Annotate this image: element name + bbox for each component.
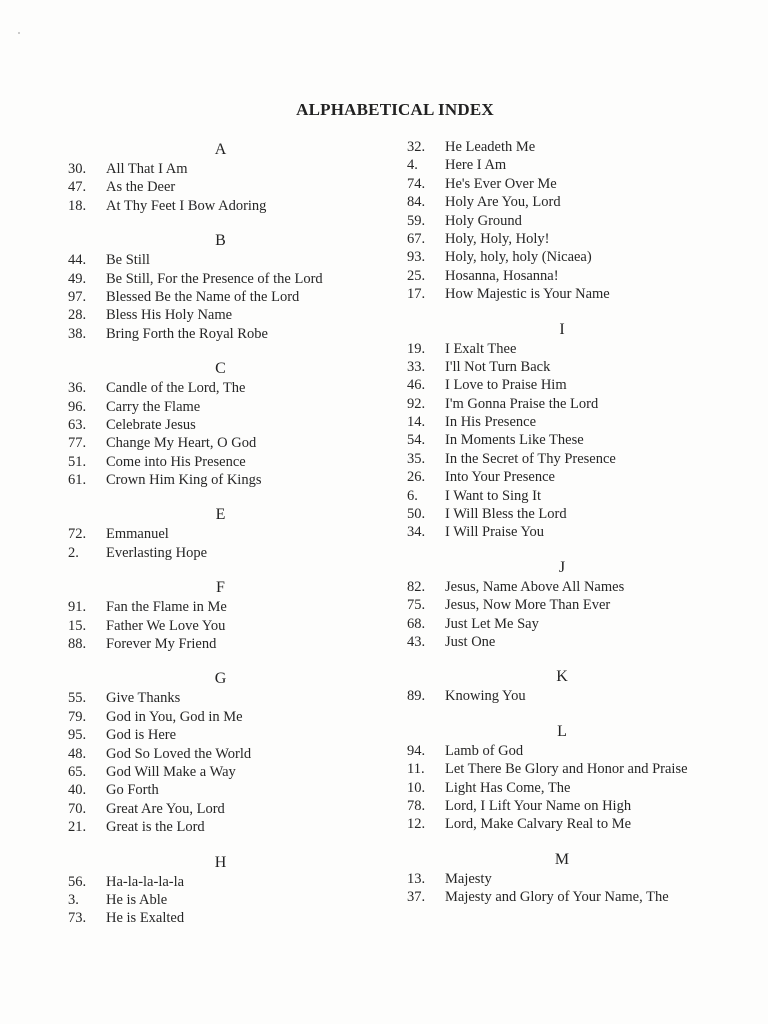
index-entry <box>407 815 737 833</box>
hymn-number: 37. <box>407 889 426 906</box>
index-entry <box>68 288 388 306</box>
index-entry <box>68 416 388 434</box>
index-entry <box>68 453 388 471</box>
hymn-number: 10. <box>407 779 426 796</box>
index-entry <box>407 450 737 468</box>
hymn-number: 4. <box>407 157 418 174</box>
hymn-title: Great is the Lord <box>106 819 205 836</box>
hymn-title: God Will Make a Way <box>106 763 236 780</box>
hymn-title: Bring Forth the Royal Robe <box>106 325 268 342</box>
hymn-title: I Love to Praise Him <box>445 377 567 394</box>
hymn-title: Just Let Me Say <box>445 615 539 632</box>
hymn-title: Holy, Holy, Holy! <box>445 230 550 247</box>
hymn-number: 38. <box>68 325 87 342</box>
section-letter-heading: M <box>554 850 570 868</box>
index-entry <box>68 434 388 452</box>
section-letter-heading: E <box>215 506 226 524</box>
index-entry <box>407 487 737 505</box>
hymn-title: Lord, I Lift Your Name on High <box>445 797 632 814</box>
hymn-title: Father We Love You <box>106 617 226 634</box>
index-entry <box>68 726 388 744</box>
index-entry <box>407 742 737 760</box>
index-entry <box>407 431 737 449</box>
index-entry <box>68 689 388 707</box>
section-letter-heading: A <box>214 141 227 158</box>
hymn-title: Come into His Presence <box>106 453 246 470</box>
index-entry <box>68 251 388 269</box>
hymn-number: 17. <box>407 286 426 303</box>
index-entry <box>407 230 737 248</box>
index-entry <box>407 797 737 815</box>
section-letter-heading: C <box>215 360 226 378</box>
hymn-number: 18. <box>68 197 87 214</box>
hymn-title: Just One <box>445 633 496 650</box>
hymn-number: 19. <box>407 340 426 357</box>
index-entry <box>68 873 388 891</box>
hymn-number: 72. <box>68 526 87 543</box>
hymn-number: 47. <box>68 179 87 196</box>
hymn-number: 94. <box>407 742 426 759</box>
hymn-number: 88. <box>68 636 87 653</box>
hymn-title: Forever My Friend <box>106 636 217 653</box>
index-entry <box>68 544 388 562</box>
hymn-number: 67. <box>407 230 426 247</box>
index-entry <box>68 160 388 178</box>
hymn-number: 6. <box>407 487 418 504</box>
index-entry <box>407 468 737 486</box>
hymn-number: 56. <box>68 873 87 890</box>
hymn-number: 96. <box>68 398 87 415</box>
hymn-title: Crown Him King of Kings <box>106 472 262 489</box>
hymn-title: In His Presence <box>445 414 537 431</box>
index-entry <box>407 596 737 614</box>
hymn-title: Celebrate Jesus <box>106 416 196 433</box>
index-entry <box>407 687 737 705</box>
index-entry <box>407 413 737 431</box>
section-letter-heading: J <box>558 558 566 576</box>
hymn-number: 79. <box>68 708 87 725</box>
index-entry <box>407 267 737 285</box>
hymn-title: Lord, Make Calvary Real to Me <box>445 816 632 833</box>
hymn-number: 82. <box>407 578 426 595</box>
hymn-number: 70. <box>68 800 87 817</box>
index-section-l <box>407 720 737 834</box>
hymn-title: Candle of the Lord, The <box>106 380 246 397</box>
hymn-title: Be Still <box>106 252 150 269</box>
index-section-c <box>68 357 388 489</box>
index-entry <box>68 178 388 196</box>
hymn-number: 50. <box>407 506 426 523</box>
hymn-number: 33. <box>407 358 426 375</box>
hymn-title: Jesus, Name Above All Names <box>445 578 625 595</box>
hymn-number: 74. <box>407 175 426 192</box>
hymn-title: Let There Be Glory and Honor and Praise <box>445 761 688 778</box>
index-entry <box>407 156 737 174</box>
hymn-number: 3. <box>68 891 79 908</box>
index-entry <box>68 745 388 763</box>
index-section-a <box>68 138 388 215</box>
index-entry <box>68 763 388 781</box>
hymn-title: Majesty <box>445 870 492 887</box>
index-entry <box>407 870 737 888</box>
hymn-title: Holy, holy, holy (Nicaea) <box>445 249 592 266</box>
index-entry <box>407 376 737 394</box>
hymn-title: He Leadeth Me <box>445 139 536 155</box>
index-entry <box>68 708 388 726</box>
index-section-b <box>68 229 388 343</box>
hymn-title: Jesus, Now More Than Ever <box>445 597 611 614</box>
hymn-number: 30. <box>68 161 87 177</box>
hymn-number: 34. <box>407 524 426 541</box>
index-section-m <box>407 848 737 907</box>
hymn-title: I Want to Sing It <box>445 487 542 504</box>
hymn-title: As the Deer <box>106 179 176 196</box>
section-letter-heading: L <box>557 722 567 740</box>
hymn-number: 49. <box>68 270 87 287</box>
index-section-e <box>68 503 388 562</box>
hymn-number: 54. <box>407 432 426 449</box>
hymn-number: 75. <box>407 597 426 614</box>
index-entry <box>407 578 737 596</box>
hymn-number: 28. <box>68 307 87 324</box>
hymn-number: 36. <box>68 380 87 397</box>
hymn-number: 89. <box>407 688 426 705</box>
hymn-number: 15. <box>68 617 87 634</box>
hymn-number: 68. <box>407 615 426 632</box>
index-entry <box>68 525 388 543</box>
hymn-number: 11. <box>407 761 425 778</box>
hymn-number: 65. <box>68 763 87 780</box>
hymn-title: I Will Bless the Lord <box>445 506 567 523</box>
index-section-j <box>407 556 737 652</box>
hymn-title: He is Able <box>106 891 168 908</box>
hymn-number: 26. <box>407 469 426 486</box>
index-section-h <box>68 851 388 928</box>
index-entry <box>407 358 737 376</box>
hymn-title: God is Here <box>106 727 177 744</box>
index-entry <box>407 193 737 211</box>
hymn-title: Majesty and Glory of Your Name, The <box>445 889 669 906</box>
hymn-number: 51. <box>68 453 87 470</box>
hymn-number: 21. <box>68 819 87 836</box>
index-entry <box>68 197 388 215</box>
hymn-title: Go Forth <box>106 782 159 799</box>
hymn-number: 91. <box>68 599 87 616</box>
index-column-left <box>68 138 388 942</box>
index-entry <box>68 325 388 343</box>
hymn-number: 55. <box>68 690 87 707</box>
index-entry <box>68 635 388 653</box>
hymn-title: God in You, God in Me <box>106 708 243 725</box>
index-entry <box>68 818 388 836</box>
hymn-number: 78. <box>407 797 426 814</box>
index-entry <box>68 270 388 288</box>
hymn-number: 43. <box>407 633 426 650</box>
index-entry <box>407 175 737 193</box>
hymn-title: I'll Not Turn Back <box>445 358 551 375</box>
index-entry <box>407 615 737 633</box>
hymn-number: 14. <box>407 414 426 431</box>
hymn-number: 46. <box>407 377 426 394</box>
hymn-title: God So Loved the World <box>106 745 252 762</box>
index-section-f <box>68 576 388 653</box>
hymn-number: 92. <box>407 395 426 412</box>
hymn-title: Ha-la-la-la-la <box>106 873 185 890</box>
hymn-number: 59. <box>407 212 426 229</box>
index-entry <box>407 285 737 303</box>
hymn-number: 12. <box>407 816 426 833</box>
hymn-number: 44. <box>68 252 87 269</box>
section-letter-heading: I <box>559 320 565 338</box>
index-entry <box>68 598 388 616</box>
hymn-title: Carry the Flame <box>106 398 201 415</box>
hymn-number: 48. <box>68 745 87 762</box>
hymn-number: 93. <box>407 249 426 266</box>
hymn-title: In Moments Like These <box>445 432 584 449</box>
hymn-number: 25. <box>407 267 426 284</box>
index-entry <box>68 617 388 635</box>
hymn-title: Give Thanks <box>106 690 181 707</box>
index-entry <box>407 760 737 778</box>
index-entry <box>407 395 737 413</box>
index-entry <box>68 781 388 799</box>
index-entry <box>68 909 388 927</box>
hymn-number: 35. <box>407 450 426 467</box>
hymn-title: Hosanna, Hosanna! <box>445 267 559 284</box>
index-entry <box>407 138 737 156</box>
hymn-title: Lamb of God <box>445 742 524 759</box>
hymn-title: Great Are You, Lord <box>106 800 225 817</box>
index-entry <box>68 800 388 818</box>
index-entry <box>407 212 737 230</box>
hymn-title: Knowing You <box>445 688 526 705</box>
index-column-right <box>407 138 737 921</box>
hymn-number: 2. <box>68 544 79 561</box>
hymn-title: Light Has Come, The <box>445 779 571 796</box>
index-section-i <box>407 318 737 542</box>
hymn-title: All That I Am <box>106 161 188 177</box>
hymn-number: 40. <box>68 782 87 799</box>
scan-speck <box>18 32 20 34</box>
section-letter-heading: H <box>214 853 227 871</box>
section-letter-heading: F <box>216 579 225 597</box>
index-entry <box>68 891 388 909</box>
index-section-h-continued <box>407 138 737 304</box>
hymn-title: Into Your Presence <box>445 469 555 486</box>
hymn-title: He's Ever Over Me <box>445 175 557 192</box>
index-entry <box>407 888 737 906</box>
hymn-title: How Majestic is Your Name <box>445 286 610 303</box>
index-entry <box>68 306 388 324</box>
index-entry <box>68 379 388 397</box>
hymn-number: 95. <box>68 727 87 744</box>
hymn-title: Be Still, For the Presence of the Lord <box>106 270 323 287</box>
index-entry <box>68 471 388 489</box>
index-entry <box>68 398 388 416</box>
hymn-title: I Will Praise You <box>445 524 545 541</box>
index-entry <box>407 340 737 358</box>
hymn-number: 13. <box>407 870 426 887</box>
hymn-title: He is Exalted <box>106 910 185 927</box>
hymn-title: At Thy Feet I Bow Adoring <box>106 197 267 214</box>
hymn-number: 77. <box>68 435 87 452</box>
hymn-title: Holy Are You, Lord <box>445 194 561 211</box>
hymn-title: Fan the Flame in Me <box>106 599 227 616</box>
hymn-title: Here I Am <box>445 157 507 174</box>
hymn-title: I'm Gonna Praise the Lord <box>445 395 599 412</box>
hymn-title: I Exalt Thee <box>445 340 517 357</box>
index-entry <box>407 505 737 523</box>
hymn-number: 63. <box>68 416 87 433</box>
hymn-title: Bless His Holy Name <box>106 307 233 324</box>
index-section-k <box>407 665 737 705</box>
index-entry <box>407 523 737 541</box>
section-letter-heading: K <box>556 668 568 686</box>
hymn-number: 73. <box>68 910 87 927</box>
hymn-title: Blessed Be the Name of the Lord <box>106 288 300 305</box>
hymn-title: Holy Ground <box>445 212 522 229</box>
hymn-number: 84. <box>407 194 426 211</box>
hymn-title: In the Secret of Thy Presence <box>445 450 616 467</box>
hymn-number: 61. <box>68 472 87 489</box>
hymn-title: Everlasting Hope <box>106 544 208 561</box>
index-entry <box>407 633 737 651</box>
index-entry <box>407 248 737 266</box>
hymn-title: Change My Heart, O God <box>106 435 257 452</box>
index-section-g <box>68 667 388 836</box>
hymn-number: 32. <box>407 139 426 155</box>
section-letter-heading: B <box>215 232 226 250</box>
index-entry <box>407 779 737 797</box>
section-letter-heading: G <box>214 670 227 688</box>
hymn-title: Emmanuel <box>106 526 169 543</box>
hymn-number: 97. <box>68 288 87 305</box>
page-title: ALPHABETICAL INDEX <box>296 100 494 119</box>
